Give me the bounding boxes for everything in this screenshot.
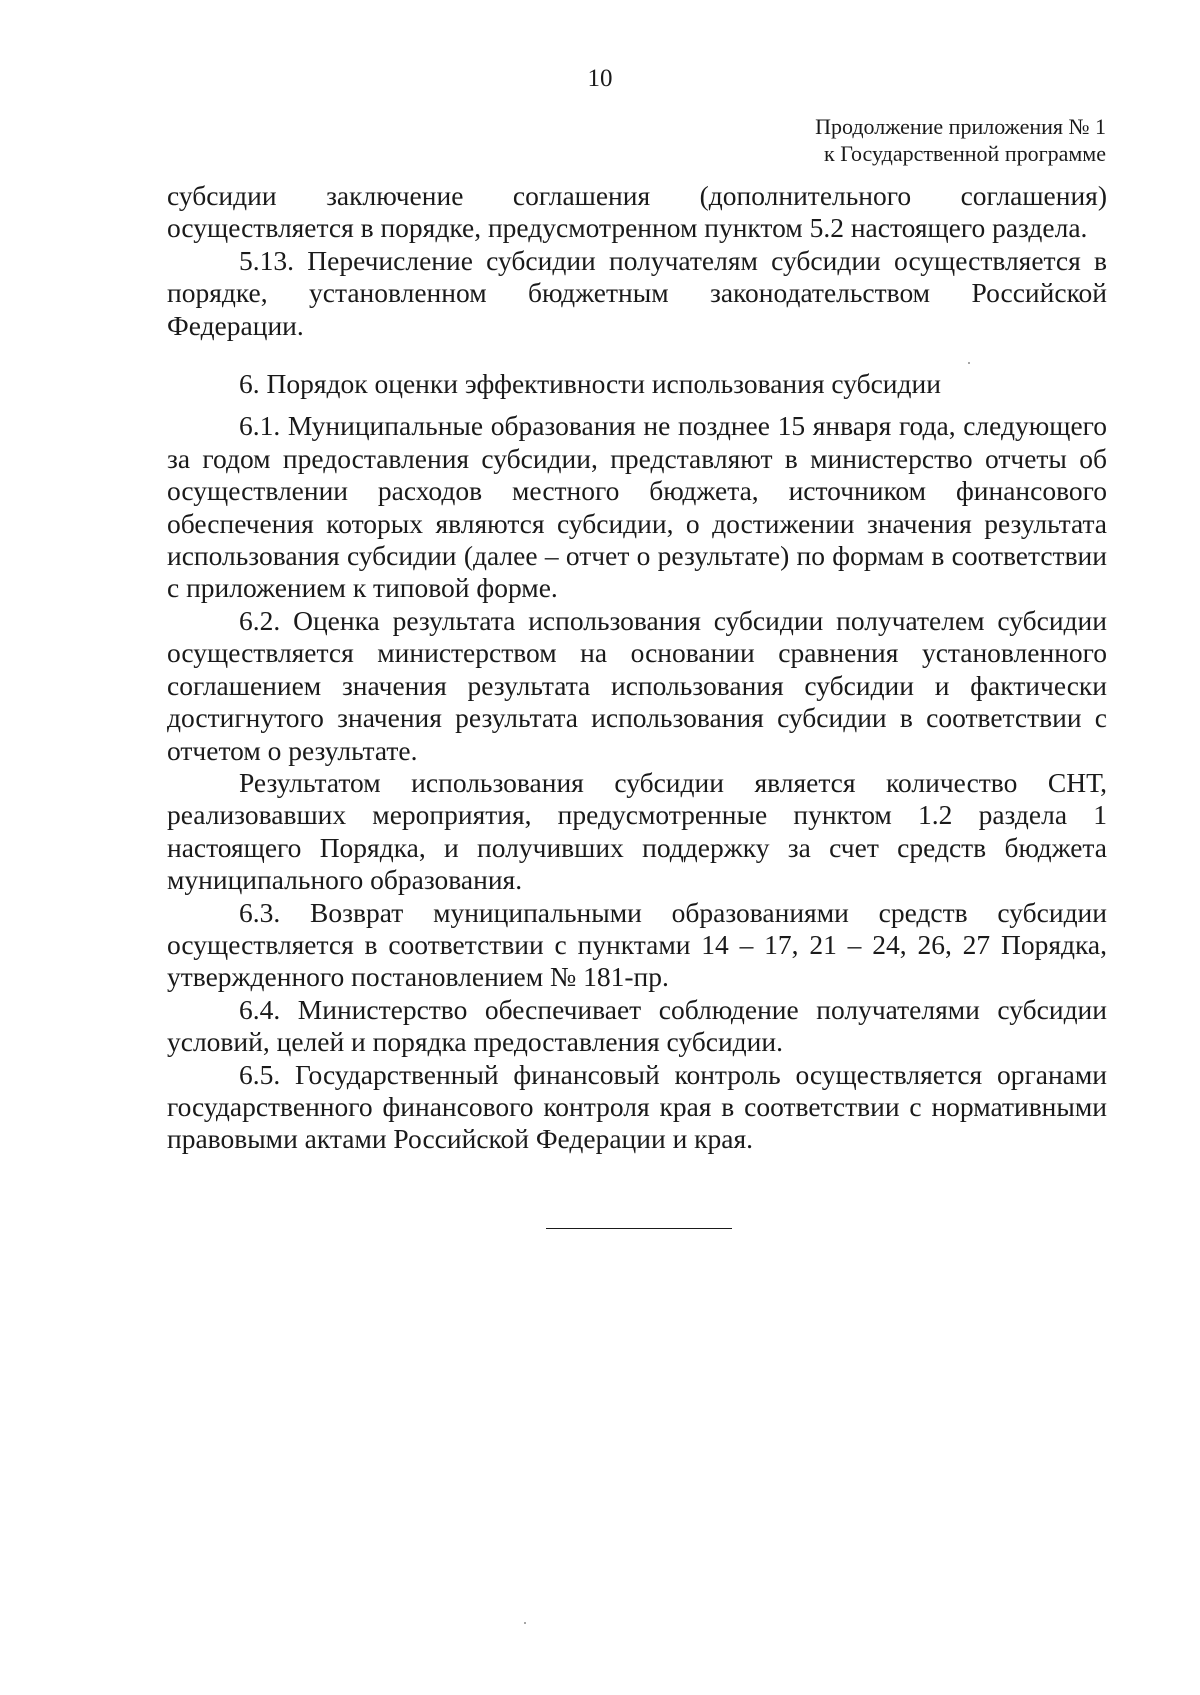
end-of-text-rule xyxy=(546,1228,732,1229)
paragraph-6-3: 6.3. Возврат муниципальными образованиями средств субсидии осуществляется в соответствии с пунктами 14 – 17, 21 – 24, 26, 27 Порядка, утвержденного постановлением № 181-пр. xyxy=(167,896,1107,993)
paragraph-6-5: 6.5. Государственный финансовый контроль осуществляется органами государственного финансового контроля края в соответствии с нормативными правовыми актами Российской Федерации и края. xyxy=(167,1058,1107,1155)
paragraph-result: Результатом использования субсидии является количество СНТ, реализовавших мероприятия, предусмотренные пунктом 1.2 раздела 1 настоящего Порядка, и получивших поддержку за счет средств бюджета муниципального образования. xyxy=(167,766,1107,896)
page-number: 10 xyxy=(587,65,613,92)
paragraph-5-13: 5.13. Перечисление субсидии получателям субсидии осуществляется в порядке, установленном бюджетным законодательством Российской Федерации. xyxy=(167,244,1107,341)
running-header xyxy=(815,113,1106,167)
running-header-line-2: к Государственной программе xyxy=(824,141,1106,166)
paragraph-6-1: 6.1. Муниципальные образования не позднее 15 января года, следующего за годом предоставления субсидии, представляют в министерство отчеты об осуществлении расходов местного бюджета, источником финансового обеспечения которых являются субсидии, о достижении значения результата использования субсидии (далее – отчет о результате) по формам в соответствии с приложением к типовой форме. xyxy=(167,410,1107,604)
scan-speck xyxy=(968,362,970,364)
section-heading: 6. Порядок оценки эффективности использования субсидии xyxy=(239,368,941,400)
scan-speck xyxy=(524,1622,526,1624)
paragraph-6-4: 6.4. Министерство обеспечивает соблюдение получателями субсидии условий, целей и порядка предоставления субсидии. xyxy=(167,993,1107,1058)
paragraph-continuation: субсидии заключение соглашения (дополнительного соглашения) осуществляется в порядке, предусмотренном пунктом 5.2 настоящего раздела. xyxy=(167,180,1107,244)
paragraph-6-2: 6.2. Оценка результата использования субсидии получателем субсидии осуществляется министерством на основании сравнения установленного соглашением значения результата использования субсидии и фактически достигнутого значения результата использования субсидии в соответствии с отчетом о результате. xyxy=(167,604,1107,766)
document-body xyxy=(167,180,1107,1156)
running-header-line-1: Продолжение приложения № 1 xyxy=(815,114,1106,139)
